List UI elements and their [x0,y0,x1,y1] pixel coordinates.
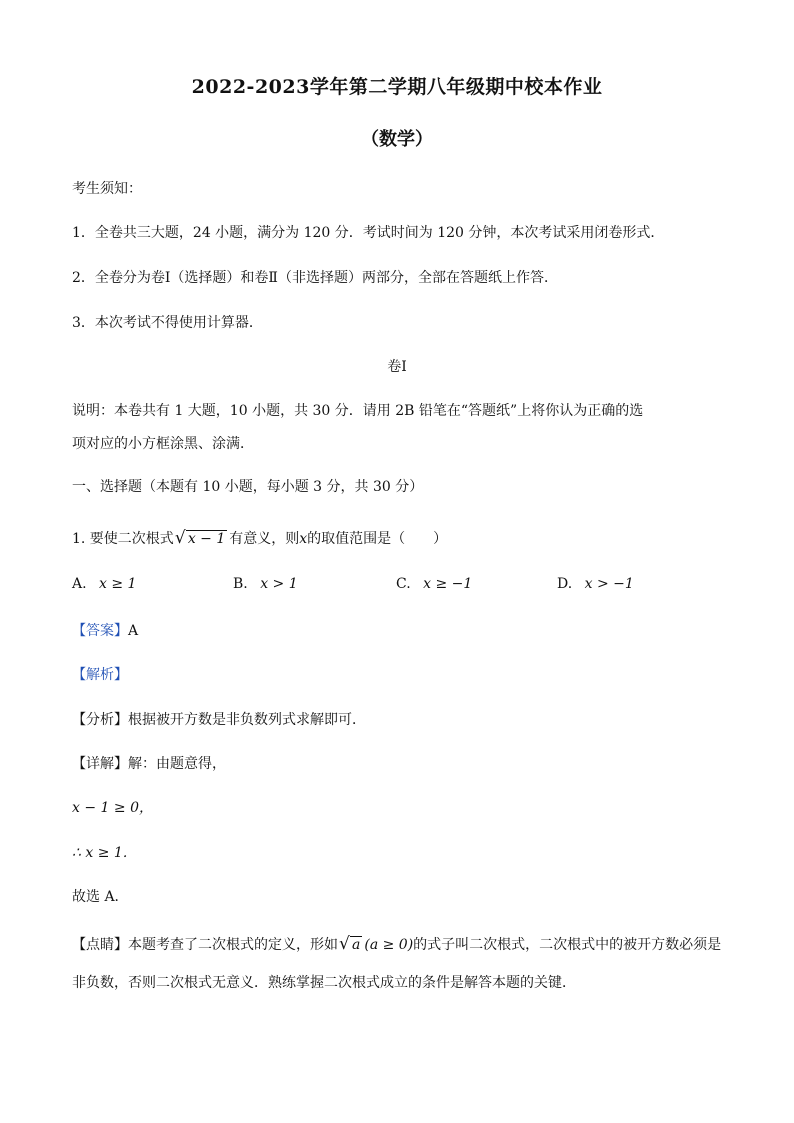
option-a-expr: x ≥ 1 [99,576,137,592]
question-variable: x [299,531,308,547]
notice-item-2: 2．全卷分为卷Ⅰ（选择题）和卷Ⅱ（非选择题）两部分，全部在答题纸上作答． [72,270,558,286]
fenxi-tag: 【分析】 [72,712,128,728]
question-prefix: 1. 要使二次根式 [72,531,174,547]
answer-tag: 【答案】 [72,623,128,639]
question-1-stem [72,528,447,548]
question-suffix: 的取值范围是（ ） [307,531,448,547]
section-note-line-2: 项对应的小方框涂黑、涂满． [72,436,254,452]
page-subtitle: （数学） [361,129,433,150]
comment-sqrt [340,937,362,953]
option-d-expr: x > −1 [584,576,634,592]
comment-line-2: 非负数，否则二次根式无意义．熟练掌握二次根式成立的条件是解答本题的关键． [72,975,576,991]
notice-item-3: 3．本次考试不得使用计算器． [72,315,263,331]
page-title: 2022-2023学年第二学期八年级期中校本作业 [191,76,603,98]
part-title: 一、选择题（本题有 10 小题，每小题 3 分，共 30 分） [72,479,424,495]
answer-value: A [128,623,139,639]
comment-tag: 【点睛】 [72,937,128,953]
comment-radicand: a [352,937,361,953]
analysis-tag: 【解析】 [72,667,128,683]
sqrt-radicand: x − 1 [187,531,226,547]
detail-text: 解：由题意得， [128,756,226,772]
solution-step-1: x − 1 ≥ 0， [72,800,153,816]
option-b [233,576,298,592]
option-a-label: A. [72,576,87,592]
option-b-expr: x > 1 [260,576,298,592]
option-d [557,576,634,592]
choose-line: 故选 A． [72,889,129,905]
option-b-label: B. [233,576,248,592]
option-c-expr: x ≥ −1 [423,576,473,592]
option-a [72,576,136,592]
option-d-label: D. [557,576,573,592]
detail-line [72,753,226,773]
comment-condition: (a ≥ 0) [364,937,414,953]
sqrt-expression [176,531,227,547]
solution-step-2: ∴ x ≥ 1． [72,845,137,861]
answer-line [72,620,138,640]
comment-line-1 [72,934,721,954]
question-middle: 有意义，则 [229,531,300,547]
detail-tag: 【详解】 [72,756,128,772]
notice-heading: 考生须知： [72,181,142,197]
fenxi-line [72,709,366,729]
comment-part-1: 本题考查了二次根式的定义，形如 [128,937,338,953]
option-c [396,576,472,592]
notice-item-1: 1．全卷共三大题，24 小题，满分为 120 分．考试时间为 120 分钟，本次考试采用闭卷形式． [72,225,665,241]
comment-part-2: 的式子叫二次根式，二次根式中的被开方数必须是 [413,937,722,953]
fenxi-text: 根据被开方数是非负数列式求解即可． [128,712,366,728]
option-c-label: C. [396,576,411,592]
section-note-line-1: 说明：本卷共有 1 大题，10 小题，共 30 分．请用 2B 铅笔在“答题纸”上将你认为正确的选 [72,403,644,419]
section-heading: 卷Ⅰ [387,359,407,375]
